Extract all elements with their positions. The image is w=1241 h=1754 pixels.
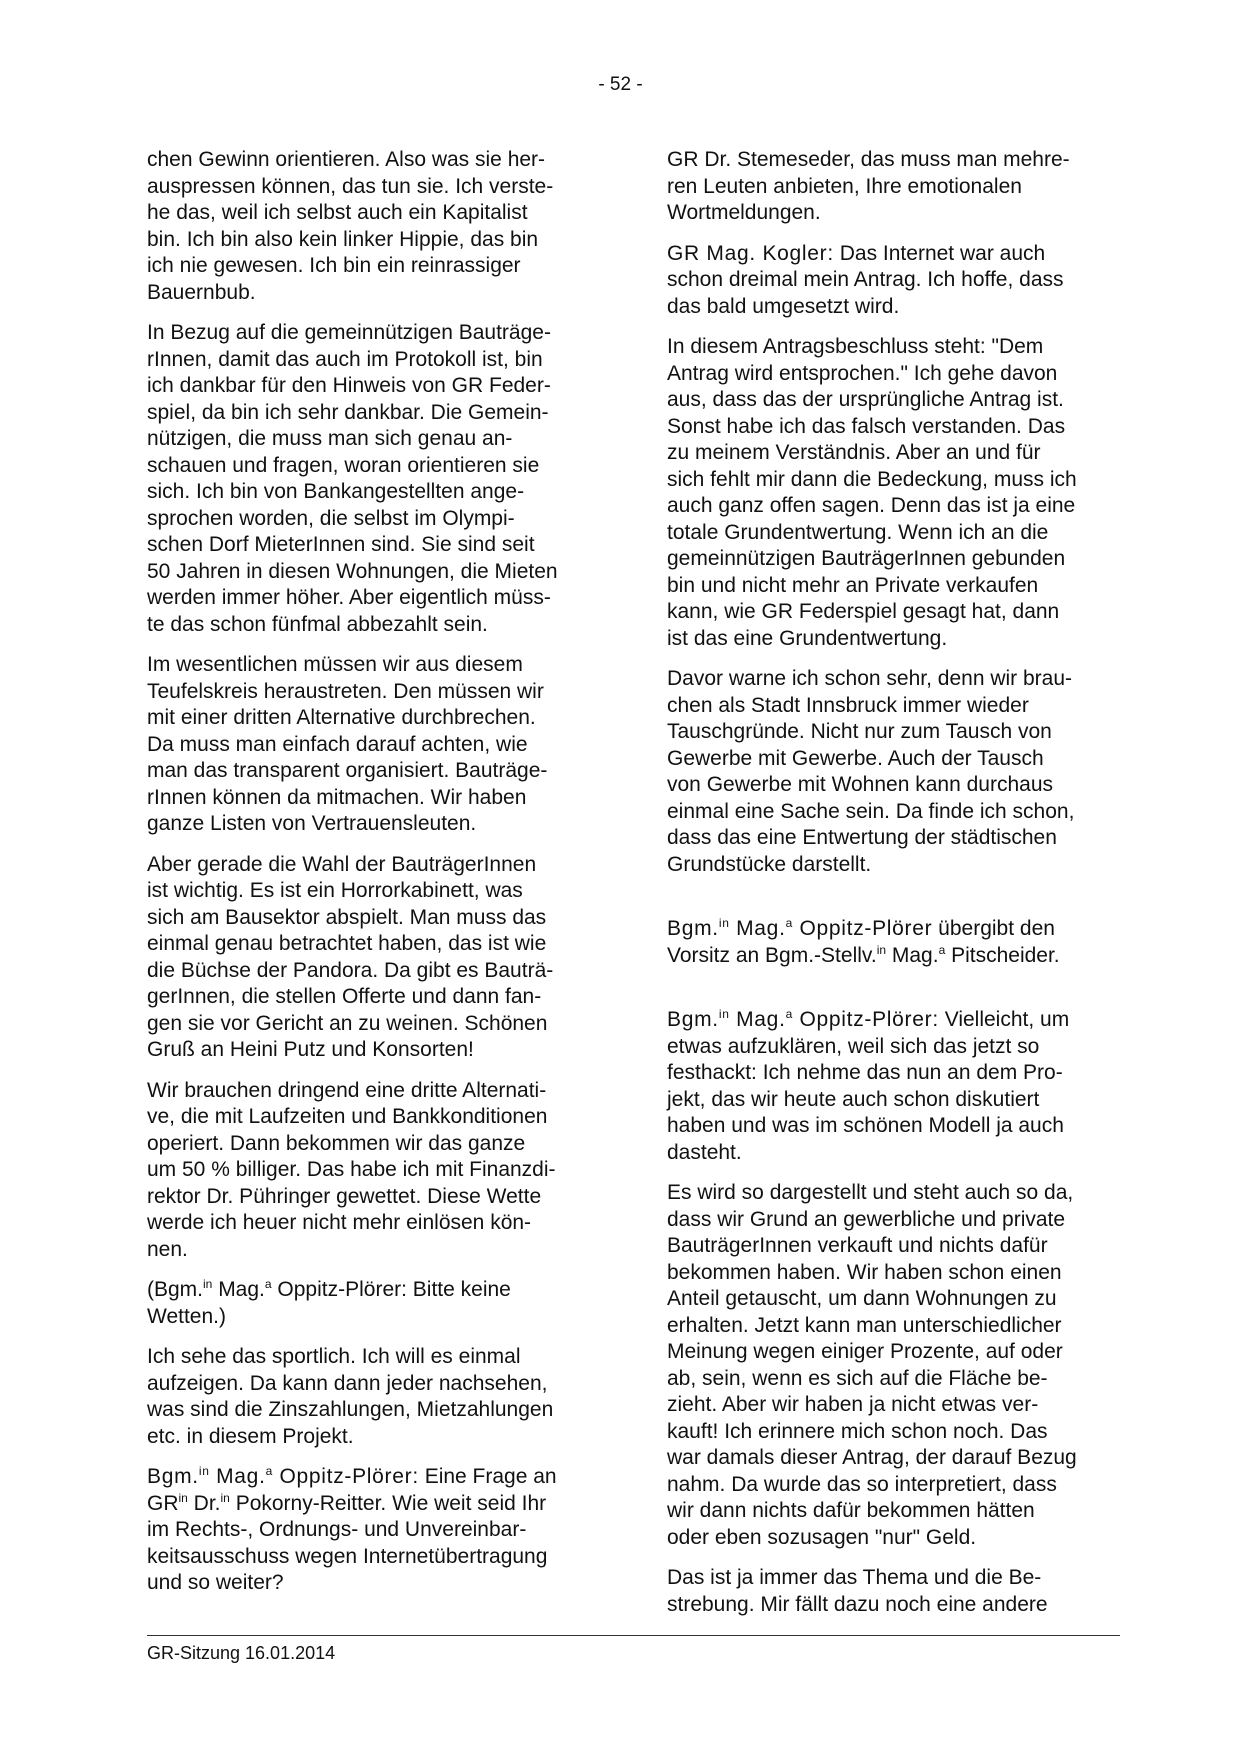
text-line: Im wesentlichen müssen wir aus diesem xyxy=(147,653,523,676)
text-line: $GR^{in}$ Dr.$^{in}$ Pokorny-Reitter. Wie weit seid Ihr xyxy=(147,1490,547,1515)
text-line: aus, dass das der ursprüngliche Antrag ist. xyxy=(667,388,1064,411)
text-line: Grundstücke darstellt. xyxy=(667,852,872,876)
text-line: ganze Listen von Vertrauensleuten. xyxy=(147,812,477,835)
text-line: In Bezug auf die gemeinnützigen Bauträge- xyxy=(147,321,551,344)
text-line: keitsausschuss wegen Internetübertragung xyxy=(147,1544,548,1568)
text-line: kann, wie GR Federspiel gesagt hat, dann xyxy=(667,600,1060,623)
text-line: im Rechts-, Ordnungs- und Unvereinbar- xyxy=(147,1518,527,1541)
speaker-name: Bgm.$^{in}$ Mag.$^a$ Oppitz-Plörer: xyxy=(667,1007,939,1031)
text-line: die Büchse der Pandora. Da gibt es Bauträ- xyxy=(147,958,554,982)
text-line: Wetten.) xyxy=(147,1304,226,1328)
text-line: ist wichtig. Es ist ein Horrorkabinett, was xyxy=(147,879,523,902)
text-line: Wortmeldungen. xyxy=(667,201,821,224)
paragraph xyxy=(667,334,1117,652)
text-line: chen Gewinn orientieren. Also was sie her- xyxy=(147,148,546,171)
right-column xyxy=(667,147,1117,1632)
text-line: aufzeigen. Da kann dann jeder nachsehen, xyxy=(147,1371,548,1395)
text-line: strebung. Mir fällt dazu noch eine andere xyxy=(667,1592,1048,1616)
text-line: man das transparent organisiert. Bauträge- xyxy=(147,759,548,782)
text-line: Vorsitz an Bgm.-Stellv.$^{in}$ Mag.$^a$ Pitscheider. xyxy=(667,942,1060,967)
text-line: wir dann nichts dafür bekommen hätten xyxy=(667,1499,1035,1522)
text-line: Teufelskreis heraustreten. Den müssen wir xyxy=(147,679,544,703)
text-line: bekommen haben. Wir haben schon einen xyxy=(667,1260,1062,1284)
text-line: werde ich heuer nicht mehr einlösen kön- xyxy=(147,1211,532,1234)
text-line: etc. in diesem Projekt. xyxy=(147,1424,354,1448)
text-line: erhalten. Jetzt kann man unterschiedlicher xyxy=(667,1313,1062,1337)
footer-session-date: GR-Sitzung 16.01.2014 xyxy=(147,1643,336,1663)
text-line: schen Dorf MieterInnen sind. Sie sind seit xyxy=(147,533,535,556)
text-line: In diesem Antragsbeschluss steht: "Dem xyxy=(667,335,1044,358)
text-line: Ich sehe das sportlich. Ich will es einmal xyxy=(147,1345,521,1368)
text-line: sich am Bausektor abspielt. Man muss das xyxy=(147,905,547,929)
text-line: einmal eine Sache sein. Da finde ich schon, xyxy=(667,799,1075,823)
text-line: werden immer höher. Aber eigentlich müss- xyxy=(147,586,551,609)
text-line: rInnen, damit das auch im Protokoll ist, bin xyxy=(147,347,543,371)
text-line: das bald umgesetzt wird. xyxy=(667,294,900,318)
text-line: sich fehlt mir dann die Bedeckung, muss ich xyxy=(667,467,1077,491)
text-line: Es wird so dargestellt und steht auch so da, xyxy=(667,1181,1074,1204)
text-line: gen sie vor Gericht an zu weinen. Schönen xyxy=(147,1011,548,1035)
text-line: 50 Jahren in diesen Wohnungen, die Mieten xyxy=(147,559,558,583)
text-line: dasteht. xyxy=(667,1140,742,1164)
footer-divider xyxy=(147,1635,1120,1636)
text-line: von Gewerbe mit Wohnen kann durchaus xyxy=(667,773,1053,796)
text-line: rInnen können da mitmachen. Wir haben xyxy=(147,785,527,809)
text-line: nen. xyxy=(147,1237,188,1261)
text-line: nützigen, die muss man sich genau an- xyxy=(147,427,513,450)
text-line: auspressen können, das tun sie. Ich verste- xyxy=(147,174,554,198)
text-line: ich dankbar für den Hinweis von GR Feder- xyxy=(147,374,551,397)
text-line: ve, die mit Laufzeiten und Bankkonditionen xyxy=(147,1105,548,1128)
text-line: ich nie gewesen. Ich bin ein reinrassiger xyxy=(147,254,521,277)
text-line: dass wir Grund an gewerbliche und private xyxy=(667,1207,1066,1231)
text-line: ren Leuten anbieten, Ihre emotionalen xyxy=(667,174,1022,198)
paragraph xyxy=(147,852,597,1064)
text-line: etwas aufzuklären, weil sich das jetzt so xyxy=(667,1034,1040,1058)
text-line: GR Dr. Stemeseder, das muss man mehre- xyxy=(667,148,1070,171)
paragraph xyxy=(667,666,1117,878)
text-line: jekt, das wir heute auch schon diskutiert xyxy=(667,1087,1040,1111)
text-line: Aber gerade die Wahl der BauträgerInnen xyxy=(147,852,537,876)
speaker-name: Bgm.$^{in}$ Mag.$^a$ Oppitz-Plörer xyxy=(667,916,933,940)
left-column xyxy=(147,147,597,1611)
text-line: rektor Dr. Pühringer gewettet. Diese Wette xyxy=(147,1184,542,1208)
paragraph xyxy=(147,147,597,306)
paragraph xyxy=(147,1344,597,1450)
text-line: (Bgm.$^{in}$ Mag.$^a$ Oppitz-Plörer: Bitte keine xyxy=(147,1277,511,1301)
text-line: Bauernbub. xyxy=(147,280,256,304)
text-line: Da muss man einfach darauf achten, wie xyxy=(147,732,528,756)
text-line: schauen und fragen, woran orientieren sie xyxy=(147,453,540,477)
text-line: dass das eine Entwertung der städtischen xyxy=(667,826,1057,849)
speaker-name: Bgm.$^{in}$ Mag.$^a$ Oppitz-Plörer: xyxy=(147,1464,419,1488)
paragraph xyxy=(667,1565,1117,1618)
text-line: te das schon fünfmal abbezahlt sein. xyxy=(147,612,488,636)
text-line: Meinung wegen einiger Prozente, auf oder xyxy=(667,1340,1063,1363)
speaker-paragraph xyxy=(667,1007,1117,1166)
text-line: gemeinnützigen BauträgerInnen gebunden xyxy=(667,547,1066,570)
paragraph xyxy=(147,1078,597,1264)
paragraph xyxy=(667,1180,1117,1551)
text-line: war damals dieser Antrag, der darauf Bezug xyxy=(667,1446,1077,1469)
paragraph xyxy=(147,652,597,838)
text-line: Bgm.$^{in}$ Mag.$^a$ Oppitz-Plörer übergibt den xyxy=(667,916,1055,940)
page-number: - 52 - xyxy=(598,74,643,95)
text-line: und so weiter? xyxy=(147,1571,284,1594)
text-line: Wir brauchen dringend eine dritte Alternati- xyxy=(147,1078,547,1102)
text-line: Bgm.$^{in}$ Mag.$^a$ Oppitz-Plörer: Eine Frage an xyxy=(147,1464,557,1488)
text-line: GR Mag. Kogler: Das Internet war auch xyxy=(667,241,1046,265)
text-line: oder eben sozusagen "nur" Geld. xyxy=(667,1525,977,1549)
text-line: Antrag wird entsprochen." Ich gehe davon xyxy=(667,361,1058,385)
paragraph xyxy=(667,147,1117,227)
speaker-paragraph xyxy=(667,241,1117,321)
text-line: um 50 % billiger. Das habe ich mit Finanzdi- xyxy=(147,1158,556,1181)
chair-handover-note xyxy=(667,916,1117,969)
text-line: einmal genau betrachtet haben, das ist wie xyxy=(147,932,547,955)
text-line: schon dreimal mein Antrag. Ich hoffe, dass xyxy=(667,268,1064,291)
speaker-paragraph xyxy=(147,1464,597,1597)
text-line: bin. Ich bin also kein linker Hippie, das bin xyxy=(147,227,539,251)
text-line: nahm. Da wurde das so interpretiert, dass xyxy=(667,1472,1057,1496)
text-line: bin und nicht mehr an Private verkaufen xyxy=(667,573,1039,597)
text-line: haben und was im schönen Modell ja auch xyxy=(667,1114,1064,1137)
text-line: operiert. Dann bekommen wir das ganze xyxy=(147,1131,526,1155)
text-line: sprochen worden, die selbst im Olympi- xyxy=(147,506,515,530)
text-line: BauträgerInnen verkauft und nichts dafür xyxy=(667,1234,1048,1257)
text-line: Bgm.$^{in}$ Mag.$^a$ Oppitz-Plörer: Vielleicht, um xyxy=(667,1007,1070,1031)
text-line: Tauschgründe. Nicht nur zum Tausch von xyxy=(667,720,1052,743)
text-line: zieht. Aber wir haben ja nicht etwas ver- xyxy=(667,1393,1039,1416)
text-line: ist das eine Grundentwertung. xyxy=(667,626,948,650)
text-line: Sonst habe ich das falsch verstanden. Das xyxy=(667,414,1066,438)
text-line: gerInnen, die stellen Offerte und dann fan- xyxy=(147,985,542,1008)
speaker-name: GR Mag. Kogler: xyxy=(667,241,834,265)
text-line: he das, weil ich selbst auch ein Kapitalist xyxy=(147,201,528,224)
text-line: spiel, da bin ich sehr dankbar. Die Gemein- xyxy=(147,400,549,424)
text-line: Gewerbe mit Gewerbe. Auch der Tausch xyxy=(667,746,1044,770)
paragraph xyxy=(147,320,597,638)
text-line: Anteil getauscht, um dann Wohnungen zu xyxy=(667,1287,1057,1310)
text-line: ab, sein, wenn es sich auf die Fläche be- xyxy=(667,1366,1048,1390)
text-line: Das ist ja immer das Thema und die Be- xyxy=(667,1566,1042,1589)
text-line: sich. Ich bin von Bankangestellten ange- xyxy=(147,480,525,503)
text-line: chen als Stadt Innsbruck immer wieder xyxy=(667,693,1029,717)
text-line: kauft! Ich erinnere mich schon noch. Das xyxy=(667,1419,1048,1443)
interjection xyxy=(147,1277,597,1330)
text-line: totale Grundentwertung. Wenn ich an die xyxy=(667,520,1049,544)
text-line: was sind die Zinszahlungen, Mietzahlungen xyxy=(147,1398,554,1421)
text-line: Davor warne ich schon sehr, denn wir brau- xyxy=(667,667,1073,690)
text-line: auch ganz offen sagen. Denn das ist ja eine xyxy=(667,494,1076,517)
text-line: Gruß an Heini Putz und Konsorten! xyxy=(147,1038,474,1061)
text-line: mit einer dritten Alternative durchbrechen. xyxy=(147,706,536,729)
text-line: festhackt: Ich nehme das nun an dem Pro- xyxy=(667,1061,1063,1084)
text-line: zu meinem Verständnis. Aber an und für xyxy=(667,441,1041,464)
